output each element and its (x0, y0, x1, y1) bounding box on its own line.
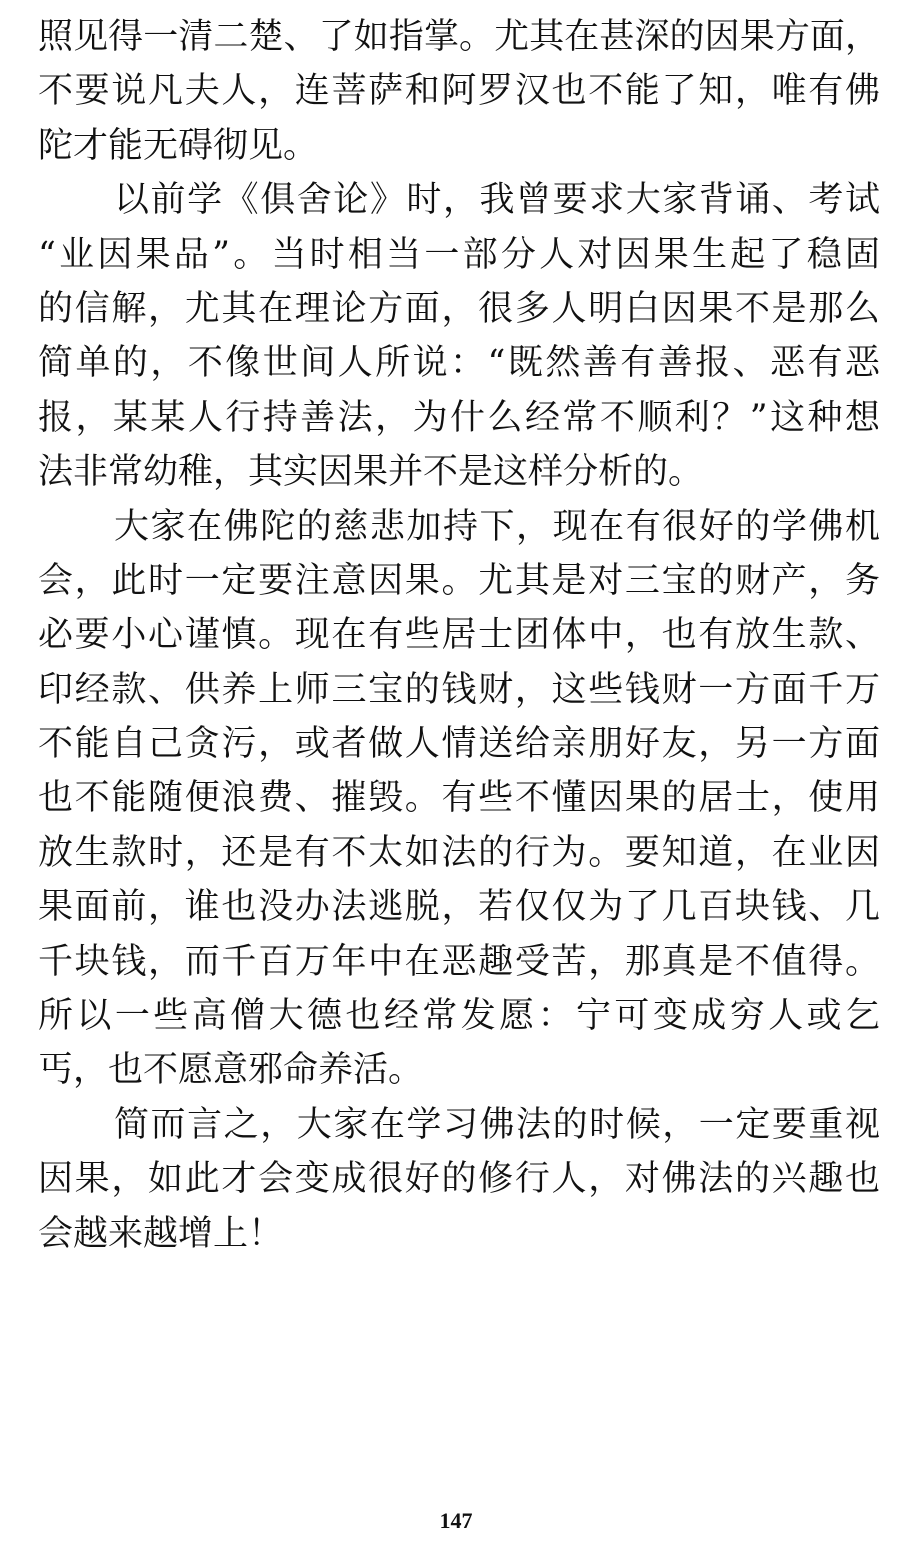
page-number: 147 (439, 1508, 473, 1533)
text-line: 印经款、供养上师三宝的钱财，这些钱财一方面千万 (38, 669, 880, 710)
text-line: 会，此时一定要注意因果。尤其是对三宝的财产，务 (38, 560, 880, 601)
text-line: 也不能随便浪费、摧毁。有些不懂因果的居士，使用 (38, 778, 880, 819)
text-line: 果面前，谁也没办法逃脱，若仅仅为了几百块钱、几 (38, 887, 880, 928)
text-line: 必要小心谨慎。现在有些居士团体中，也有放生款、 (38, 615, 880, 656)
text-line: 所以一些高僧大德也经常发愿：宁可变成穷人或乞 (38, 996, 880, 1037)
text-line: 会越来越增上！ (38, 1213, 284, 1254)
text-line: 简单的，不像世间人所说：“既然善有善报、恶有恶 (38, 343, 880, 384)
text-line: 放生款时，还是有不太如法的行为。要知道，在业因 (38, 832, 880, 873)
text-line: 丐，也不愿意邪命养活。 (38, 1050, 424, 1091)
text-line: 法非常幼稚，其实因果并不是这样分析的。 (38, 452, 704, 493)
text-line: 不能自己贪污，或者做人情送给亲朋好友，另一方面 (38, 724, 880, 765)
text-line: 千块钱，而千百万年中在恶趣受苦，那真是不值得。 (38, 941, 880, 982)
text-line: 的信解，尤其在理论方面，很多人明白因果不是那么 (38, 288, 880, 329)
text-line: 陀才能无碍彻见。 (38, 125, 319, 166)
text-line: 因果，如此才会变成很好的修行人，对佛法的兴趣也 (38, 1159, 880, 1200)
text-line: 照见得一清二楚、了如指掌。尤其在甚深的因果方面， (38, 17, 880, 57)
page-body (38, 10, 880, 1261)
text-line: 以前学《俱舍论》时，我曾要求大家背诵、考试 (114, 180, 880, 221)
text-line: “业因果品”。当时相当一部分人对因果生起了稳固 (38, 234, 880, 275)
text-line: 报，某某人行持善法，为什么经常不顺利？”这种想 (38, 397, 880, 438)
text-line: 不要说凡夫人，连菩萨和阿罗汉也不能了知，唯有佛 (38, 71, 880, 112)
text-line: 简而言之，大家在学习佛法的时候，一定要重视 (114, 1104, 880, 1145)
text-line: 大家在佛陀的慈悲加持下，现在有很好的学佛机 (114, 506, 880, 547)
